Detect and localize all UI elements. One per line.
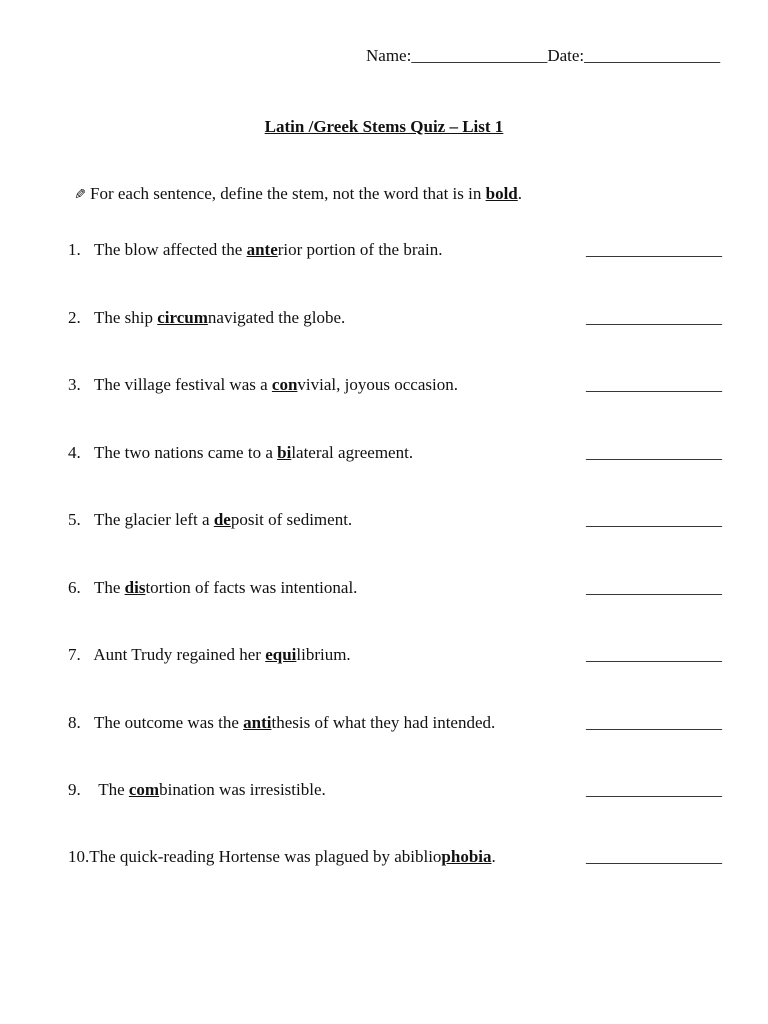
answer-blank[interactable]: ________________	[586, 308, 722, 327]
question-number: 9.	[68, 780, 81, 799]
answer-blank[interactable]: ________________	[586, 847, 722, 866]
question-text-post: thesis of what they had intended.	[271, 713, 496, 732]
answer-blank[interactable]: ________________	[586, 510, 722, 529]
question-number: 7.	[68, 645, 81, 664]
question-1	[68, 240, 728, 260]
question-5	[68, 510, 728, 530]
name-date-line: Name:________________Date:________________	[366, 46, 721, 65]
question-8	[68, 713, 728, 733]
question-3	[68, 375, 728, 395]
question-number: 3.	[68, 375, 81, 394]
question-text-post: lateral agreement.	[291, 443, 414, 462]
pencil-icon: ✎	[74, 187, 86, 203]
question-number: 8.	[68, 713, 81, 732]
instruction-text: For each sentence, define the stem, not the word that is in	[90, 184, 486, 203]
answer-blank[interactable]: ________________	[586, 240, 722, 259]
question-stem: ante	[246, 240, 278, 259]
question-text-post: tortion of facts was intentional.	[145, 578, 358, 597]
question-number: 1.	[68, 240, 81, 259]
answer-blank[interactable]: ________________	[586, 375, 722, 394]
question-text-post: librium.	[296, 645, 351, 664]
answer-blank[interactable]: ________________	[586, 645, 722, 664]
question-stem: circum	[157, 308, 208, 327]
question-text-pre: The ship	[93, 308, 158, 327]
answer-blank[interactable]: ________________	[586, 443, 722, 462]
question-number: 5.	[68, 510, 81, 529]
question-text-post: vivial, joyous occasion.	[297, 375, 458, 394]
question-stem: phobia	[441, 847, 492, 866]
question-text-pre: The blow affected the	[93, 240, 247, 259]
question-stem: equi	[265, 645, 297, 664]
answer-blank[interactable]: ________________	[586, 713, 722, 732]
question-4	[68, 443, 728, 463]
question-text-pre: The village festival was a	[93, 375, 272, 394]
question-stem: bi	[277, 443, 292, 462]
question-stem: dis	[124, 578, 146, 597]
question-text-post: rior portion of the brain.	[277, 240, 443, 259]
question-stem: anti	[243, 713, 272, 732]
question-text-pre: The two nations came to a	[93, 443, 278, 462]
instruction-end: .	[517, 184, 522, 203]
question-text-post: navigated the globe.	[207, 308, 346, 327]
question-stem: com	[128, 780, 160, 799]
question-text-pre: The quick-reading Hortense was plagued by abiblio	[89, 847, 442, 866]
question-text-post: bination was irresistible.	[159, 780, 326, 799]
question-text-pre: Aunt Trudy regained her	[93, 645, 266, 664]
question-text-post: posit of sediment.	[230, 510, 353, 529]
question-number: 6.	[68, 578, 81, 597]
answer-blank[interactable]: ________________	[586, 578, 722, 597]
question-stem: de	[213, 510, 231, 529]
question-10	[68, 847, 728, 867]
question-number: 10.	[68, 847, 90, 866]
instruction-bold-word: bold	[485, 184, 518, 203]
question-text-pre: The	[93, 578, 125, 597]
answer-blank[interactable]: ________________	[586, 780, 722, 799]
question-text-post: .	[491, 847, 496, 866]
question-7	[68, 645, 728, 665]
question-6	[68, 578, 728, 598]
question-text-pre: The glacier left a	[93, 510, 214, 529]
question-9	[68, 780, 728, 800]
question-text-pre: The outcome was the	[93, 713, 244, 732]
question-number: 2.	[68, 308, 81, 327]
question-text-pre: The	[94, 780, 129, 799]
instruction	[68, 184, 522, 204]
question-2	[68, 308, 728, 328]
question-stem: con	[271, 375, 298, 394]
question-number: 4.	[68, 443, 81, 462]
page-title: Latin /Greek Stems Quiz – List 1	[264, 117, 504, 136]
